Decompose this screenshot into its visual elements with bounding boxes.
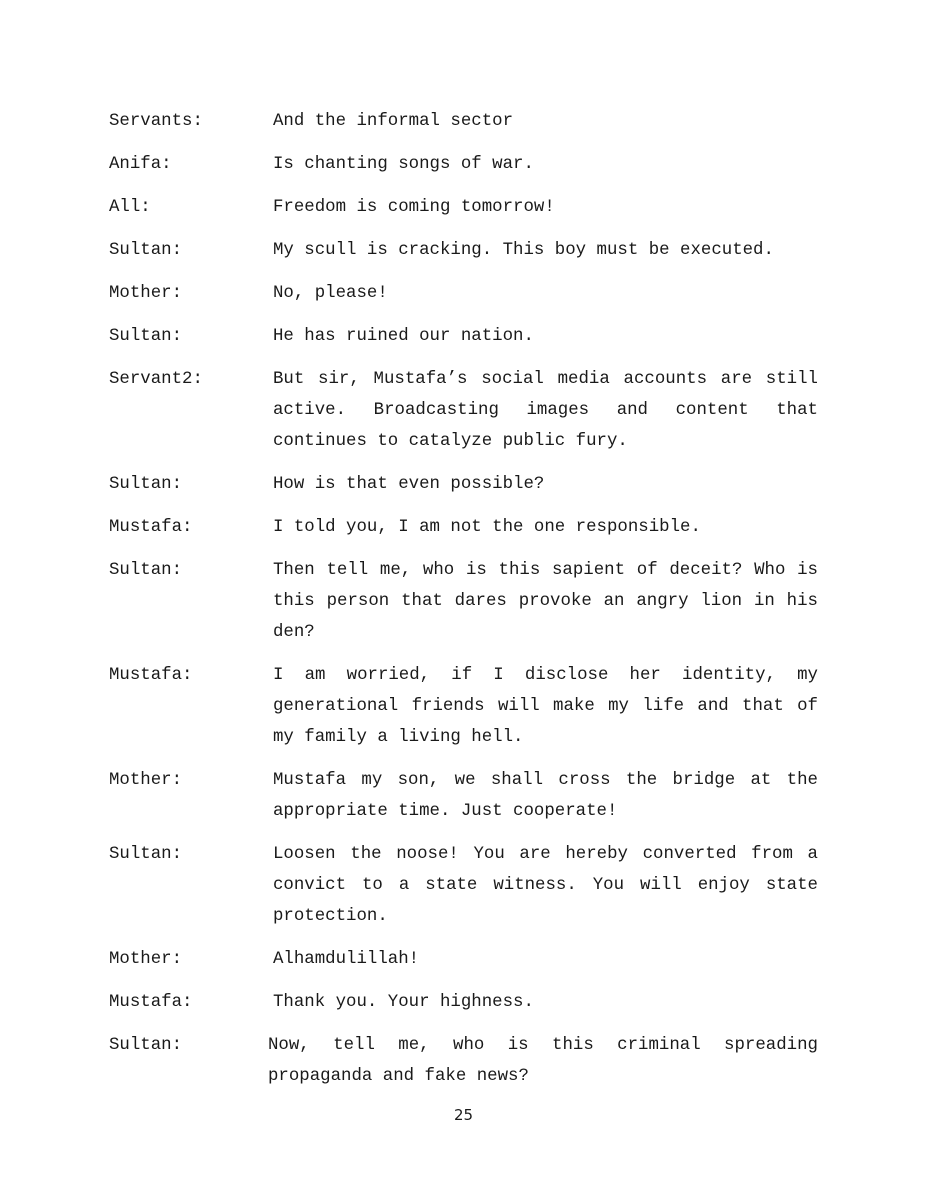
speaker-name: Servant2: <box>109 370 203 389</box>
dialogue-text: Freedom is coming tomorrow! <box>273 198 555 217</box>
dialogue-text: But sir, Mustafa’s social media accounts are still active. Broadcasting images and content that continues to catalyze public fury. <box>273 370 818 451</box>
dialogue-text: Then tell me, who is this sapient of deceit? Who is this person that dares provoke an angry lion in his den? <box>273 561 818 642</box>
dialogue-line <box>109 839 818 932</box>
speaker-name: Mother: <box>109 284 183 303</box>
dialogue-text: Alhamdulillah! <box>273 950 420 969</box>
speaker-name: Sultan: <box>109 561 183 580</box>
dialogue-text: I told you, I am not the one responsible. <box>273 518 701 537</box>
speaker-name: Mother: <box>109 771 183 790</box>
dialogue-line <box>109 235 818 266</box>
dialogue-line <box>109 106 818 137</box>
dialogue-line <box>109 944 818 975</box>
dialogue-line <box>109 555 818 648</box>
dialogue-text: I am worried, if I disclose her identity, my generational friends will make my life and that of my family a living hell. <box>273 666 818 747</box>
speaker-name: Sultan: <box>109 475 183 494</box>
dialogue-text: How is that even possible? <box>273 475 545 494</box>
speaker-name: Servants: <box>109 112 203 131</box>
dialogue-line <box>109 149 818 180</box>
dialogue-text: Is chanting songs of war. <box>273 155 534 174</box>
speaker-name: Mustafa: <box>109 993 193 1012</box>
dialogue-line <box>109 278 818 309</box>
dialogue-line <box>109 512 818 543</box>
speaker-name: Sultan: <box>109 241 183 260</box>
dialogue-line <box>109 321 818 352</box>
speaker-name: Mother: <box>109 950 183 969</box>
dialogue-text: And the informal sector <box>273 112 514 131</box>
dialogue-line <box>109 987 818 1018</box>
script-page <box>109 106 818 1104</box>
speaker-name: Sultan: <box>109 1036 183 1055</box>
dialogue-text: Now, tell me, who is this criminal spreading propaganda and fake news? <box>268 1036 818 1086</box>
speaker-name: Anifa: <box>109 155 172 174</box>
speaker-name: Mustafa: <box>109 666 193 685</box>
dialogue-line <box>109 469 818 500</box>
dialogue-line <box>109 1030 818 1092</box>
dialogue-line <box>109 192 818 223</box>
speaker-name: Mustafa: <box>109 518 193 537</box>
dialogue-line <box>109 364 818 457</box>
dialogue-line <box>109 765 818 827</box>
speaker-name: Sultan: <box>109 845 183 864</box>
dialogue-text: Thank you. Your highness. <box>273 993 534 1012</box>
dialogue-text: He has ruined our nation. <box>273 327 534 346</box>
speaker-name: Sultan: <box>109 327 183 346</box>
dialogue-line <box>109 660 818 753</box>
dialogue-text: Mustafa my son, we shall cross the bridge at the appropriate time. Just cooperate! <box>273 771 818 821</box>
dialogue-text: Loosen the noose! You are hereby converted from a convict to a state witness. You will enjoy state protection. <box>273 845 818 926</box>
page-number: 25 <box>453 1106 474 1124</box>
dialogue-text: My scull is cracking. This boy must be executed. <box>273 241 774 260</box>
dialogue-text: No, please! <box>273 284 388 303</box>
speaker-name: All: <box>109 198 151 217</box>
